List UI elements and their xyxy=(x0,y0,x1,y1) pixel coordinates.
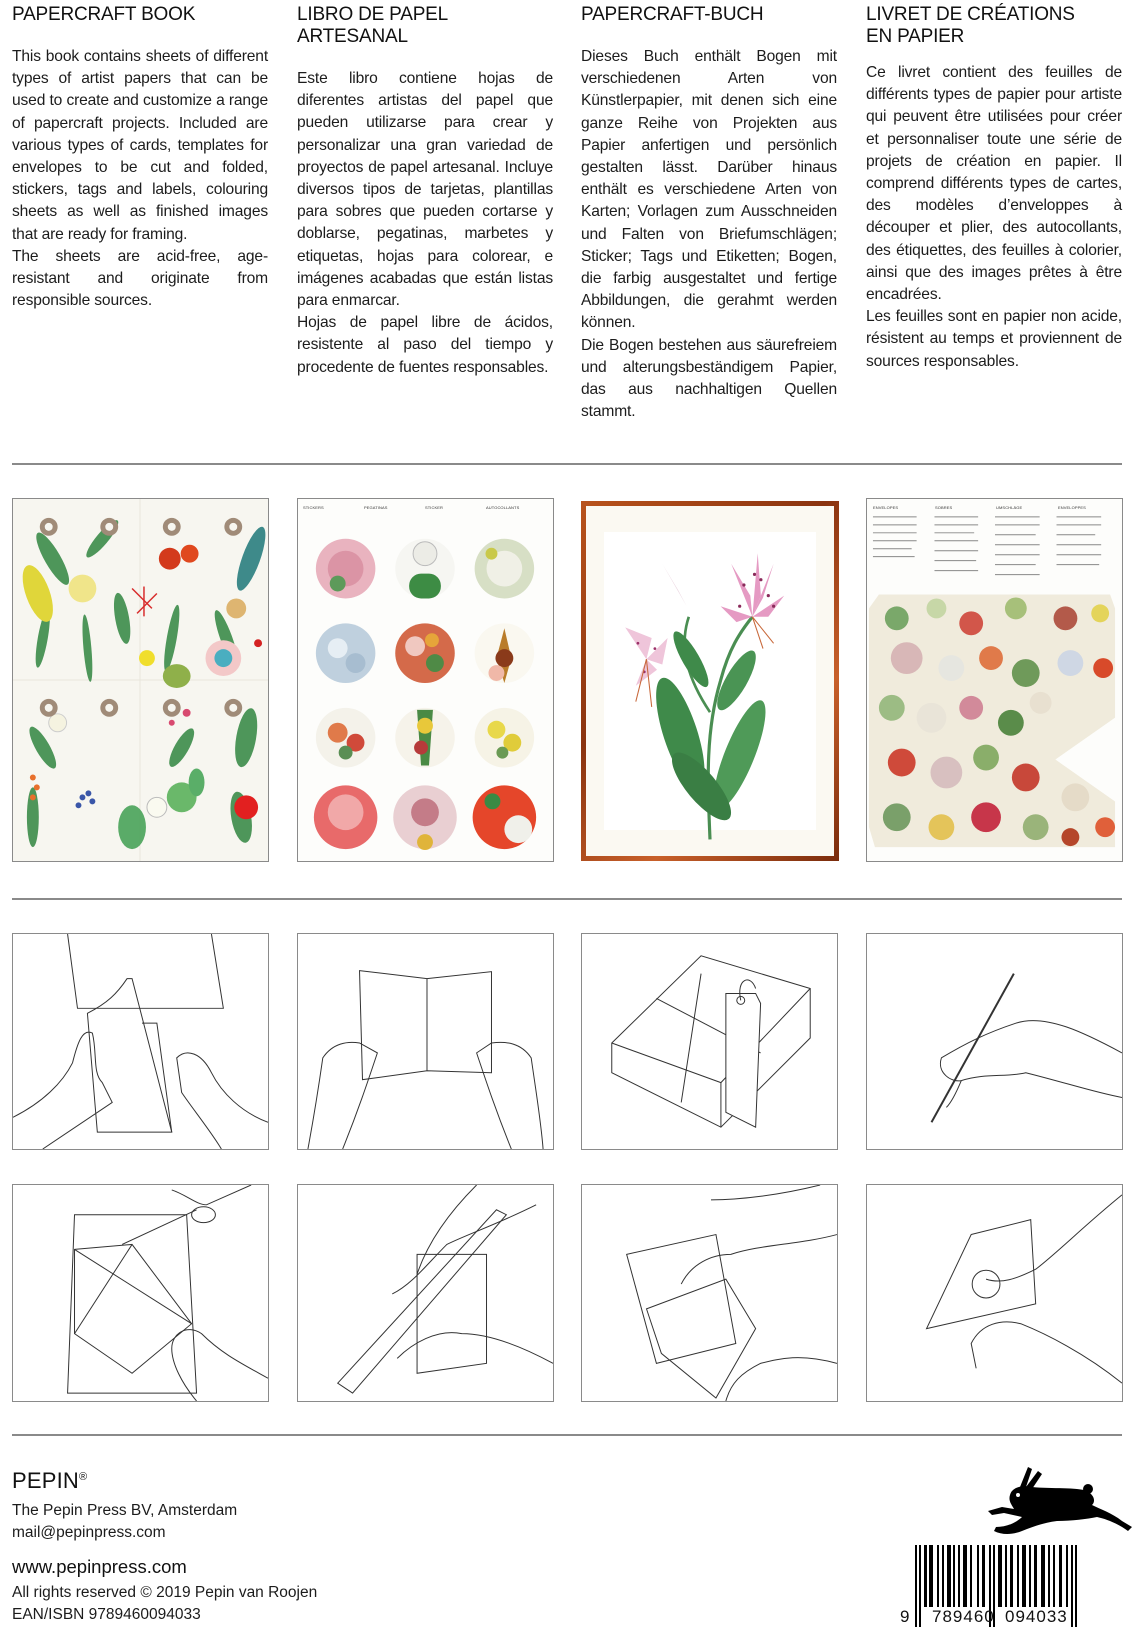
lily-flower-icon xyxy=(604,532,816,850)
text-column-french xyxy=(866,4,1122,373)
column-paragraph: Die Bogen bestehen aus säurefreiem und alterungsbeständigem Papier, das aus nachhaltigen Quellen stammt. xyxy=(581,336,837,421)
text-column-spanish xyxy=(297,4,553,379)
envelope-template-image xyxy=(866,498,1123,862)
instruction-tearing-sheet xyxy=(12,933,269,1150)
barcode-digit-group-1: 789460 xyxy=(932,1607,995,1626)
envelope-header-label: SOBRES xyxy=(935,505,953,510)
column-title: PAPERCRAFT-BUCH xyxy=(581,4,764,25)
hands-applying-sticker-icon xyxy=(867,1185,1122,1401)
publisher-company: The Pepin Press BV, Amsterdam xyxy=(12,1502,238,1519)
divider xyxy=(12,463,1122,465)
scissors-cutting-envelope-icon xyxy=(13,1185,268,1401)
floral-envelope-icon xyxy=(867,499,1122,861)
envelope-header-label: ENVELOPES xyxy=(873,505,899,510)
registered-mark: ® xyxy=(79,1471,88,1483)
divider xyxy=(12,1434,1122,1436)
publisher-brand xyxy=(12,1468,87,1494)
sticker-header-label: AUTOCOLLANTS xyxy=(486,505,520,510)
column-title: LIBRO DE PAPEL ARTESANAL xyxy=(297,4,448,47)
barcode-digit-group-2: 094033 xyxy=(1005,1607,1068,1626)
hand-with-pencil-icon xyxy=(867,934,1122,1149)
instruction-cutting-envelope xyxy=(12,1184,269,1402)
gift-box-with-tag-icon xyxy=(582,934,837,1149)
instruction-tag-on-box xyxy=(581,933,838,1150)
publisher-website-link[interactable]: www.pepinpress.com xyxy=(12,1556,187,1577)
column-paragraph: Dieses Buch enthält Bogen mit verschiedenen Arten von Künstlerpapier, mit denen sich eine ganze Reihe von Projekten aus Papier anfertigen und persönlich gestalten lässt. Darüber hinaus enthält es verschiedene Arten von Karten; Vorlagen zum Ausschneiden und Falten von Briefumschlägen; Sticker; Tags und Etiketten; Bogen, die farbig ausgestaltet und fertige Abbildungen, die gerahmt werden können. xyxy=(581,48,837,332)
sticker-header-label: PEGATINAS xyxy=(364,505,388,510)
pepin-rabbit-logo-icon xyxy=(982,1465,1132,1537)
column-paragraph: Les feuilles sont en papier non acide, résistent au temps et proviennent de sources responsables. xyxy=(866,308,1122,370)
isbn-number: EAN/ISBN 9789460094033 xyxy=(12,1606,201,1623)
lily-illustration xyxy=(604,532,816,830)
hands-tearing-paper-icon xyxy=(13,934,268,1149)
column-title: PAPERCRAFT BOOK xyxy=(12,4,196,25)
instruction-folding-envelope xyxy=(581,1184,838,1402)
hands-folding-card-icon xyxy=(298,934,553,1149)
frame-mat xyxy=(586,506,834,856)
copyright-notice: All rights reserved © 2019 Pepin van Roojen xyxy=(12,1584,318,1601)
instruction-colouring xyxy=(866,933,1123,1150)
botanical-illustration-icon xyxy=(13,499,268,861)
barcode-digit-prefix: 9 xyxy=(900,1607,911,1626)
hands-folding-envelope-icon xyxy=(582,1185,837,1401)
botanical-tags-image xyxy=(12,498,269,862)
sticker-header-label: STICKERS xyxy=(303,505,324,510)
column-paragraph: Hojas de papel libre de ácidos, resistente al paso del tiempo y procedente de fuentes responsables. xyxy=(297,314,553,376)
envelope-header-label: UMSCHLÄGE xyxy=(996,505,1023,510)
column-paragraph: Ce livret contient des feuilles de différents types de papier pour artiste qui peuvent être utilisées pour créer et personnaliser toute une série de projets de création en papier. Il comprend différents types de cartes, des modèles d’enveloppes à découper et plier, des autocollants, des étiquettes, des feuilles à colorier, ainsi que des images prêtes à être encadrées. xyxy=(866,64,1122,304)
instruction-folding-with-ruler xyxy=(297,1184,554,1402)
text-column-german xyxy=(581,4,837,423)
ruler-folding-icon xyxy=(298,1185,553,1401)
framed-lily-image xyxy=(581,501,839,861)
divider xyxy=(12,898,1122,900)
instruction-folding-card xyxy=(297,933,554,1150)
column-title: LIVRET DE CRÉATIONS EN PAPIER xyxy=(866,4,1075,47)
column-paragraph: This book contains sheets of different types of artist papers that can be used to create and customize a range of papercraft projects. Included are various types of cards, templates for envelopes to be cut and folded, stickers, tags and labels, colouring sheets as well as finished images that are ready for framing. xyxy=(12,48,268,243)
column-paragraph: The sheets are acid-free, age-resistant and originate from responsible sources. xyxy=(12,247,268,310)
instruction-applying-sticker xyxy=(866,1184,1123,1402)
envelope-header-label: ENVELOPPES xyxy=(1058,505,1086,510)
sticker-header-label: STICKER xyxy=(425,505,444,510)
publisher-email-link[interactable]: mail@pepinpress.com xyxy=(12,1524,166,1541)
column-paragraph: Este libro contiene hojas de diferentes artistas del papel que pueden utilizarse para crear y personalizar una gran variedad de proyectos de papel artesanal. Incluye diversos tipos de tarjetas, plantillas para sobres que pueden cortarse y doblarse, pegatinas, marbetes y etiquetas, hojas para colorear, e imágenes acabadas que están listas para enmarcar. xyxy=(297,70,553,310)
sticker-sheet-image xyxy=(297,498,554,862)
floral-stickers-icon xyxy=(298,499,553,861)
text-column-english xyxy=(12,4,268,312)
brand-name: PEPIN xyxy=(12,1468,80,1493)
